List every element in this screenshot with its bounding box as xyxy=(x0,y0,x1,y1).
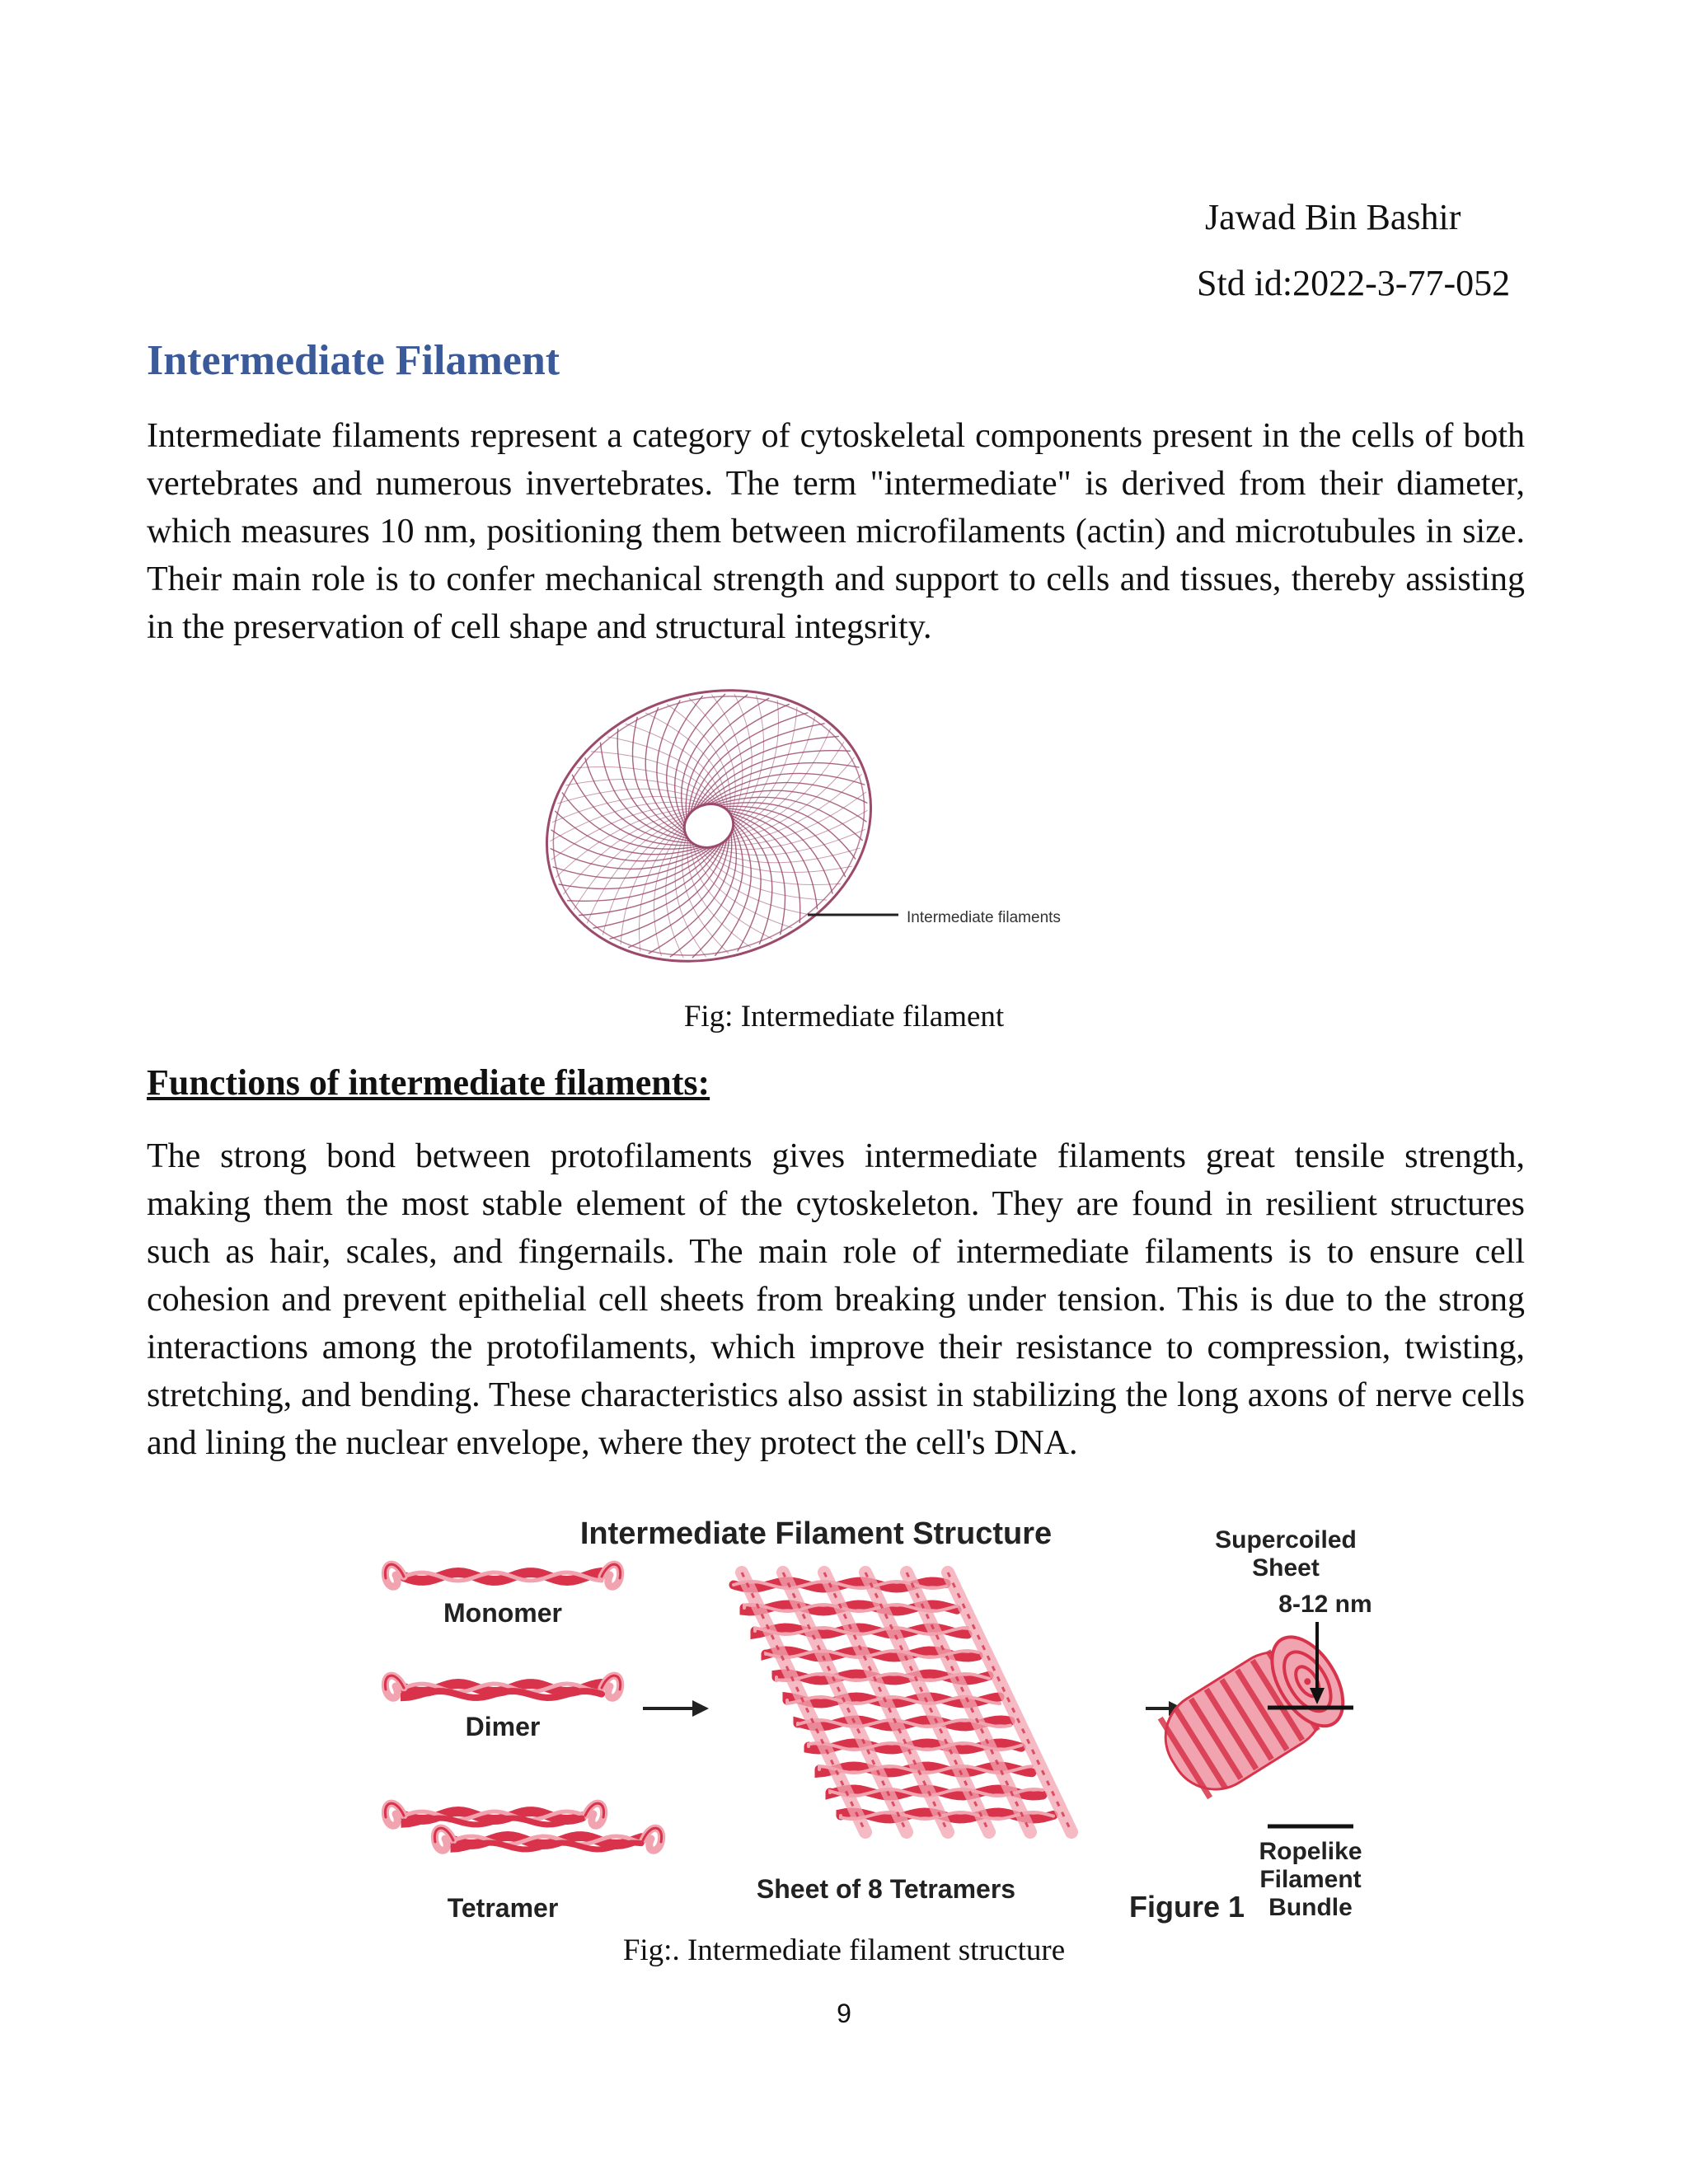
rope-label-3: Bundle xyxy=(1268,1894,1353,1921)
supercoiled-label-2: Sheet xyxy=(1252,1554,1320,1582)
section-title-functions: Functions of intermediate filaments: xyxy=(147,1062,710,1103)
rope-label-2: Filament xyxy=(1259,1866,1362,1893)
figure2-title: Intermediate Filament Structure xyxy=(579,1516,1053,1551)
tetramer-sheet-diagram xyxy=(734,1572,1071,1832)
figure2-caption: Fig:. Intermediate filament structure xyxy=(622,1933,1066,1967)
author-name: Jawad Bin Bashir xyxy=(1205,197,1461,237)
student-id: Std id:2022-3-77-052 xyxy=(1197,263,1511,303)
tetramer-label: Tetramer xyxy=(447,1893,559,1923)
dimer-label: Dimer xyxy=(465,1712,541,1741)
arrow-to-sheet xyxy=(643,1700,709,1717)
sheet-label: Sheet of 8 Tetramers xyxy=(756,1874,1016,1904)
size-label: 8-12 nm xyxy=(1278,1591,1372,1618)
page-number: 9 xyxy=(837,1999,851,2028)
dimer-diagram xyxy=(385,1675,620,1698)
tetramer-diagram xyxy=(385,1803,661,1850)
supercoiled-label-1: Supercoiled xyxy=(1215,1526,1357,1554)
rope-label-1: Ropelike xyxy=(1259,1838,1362,1865)
section-title-intermediate-filament: Intermediate Filament xyxy=(147,337,560,384)
intermediate-filament-structure-figure xyxy=(371,1507,1372,1927)
figure-number-label: Figure 1 xyxy=(1128,1890,1245,1924)
supercoiled-rope-diagram xyxy=(1148,1624,1357,1806)
intermediate-filament-cell-figure xyxy=(544,677,1121,966)
functions-paragraph: The strong bond between protofilaments gives intermediate filaments great tensile strength, making them the most stable element of the cytoskeleton. They are found in resilient structures such as hair, scales, and fingernails. The main role of intermediate filaments is to ensure cell cohesion and prevent epithelial cell sheets from breaking under tension. This is due to the strong interactions among the protofilaments, which improve their resistance to compression, twisting, stretching, and bending. These characteristics also assist in stabilizing the long axons of nerve cells and lining the nuclear envelope, where they protect the cell's DNA. xyxy=(147,1137,1525,1462)
intro-paragraph: Intermediate filaments represent a category of cytoskeletal components present in the cells of both vertebrates and numerous invertebrates. The term "intermediate" is derived from their diameter, which measures 10 nm, positioning them between microfilaments (actin) and microtubules in size. Their main role is to confer mechanical strength and support to cells and tissues, thereby assisting in the preservation of cell shape and structural integsrity. xyxy=(147,417,1525,646)
figure1-caption: Fig: Intermediate filament xyxy=(683,1000,1005,1033)
monomer-label: Monomer xyxy=(443,1598,562,1628)
filament-network xyxy=(511,649,906,1002)
intermediate-filaments-label: Intermediate filaments xyxy=(907,909,1061,926)
monomer-diagram xyxy=(385,1564,620,1586)
